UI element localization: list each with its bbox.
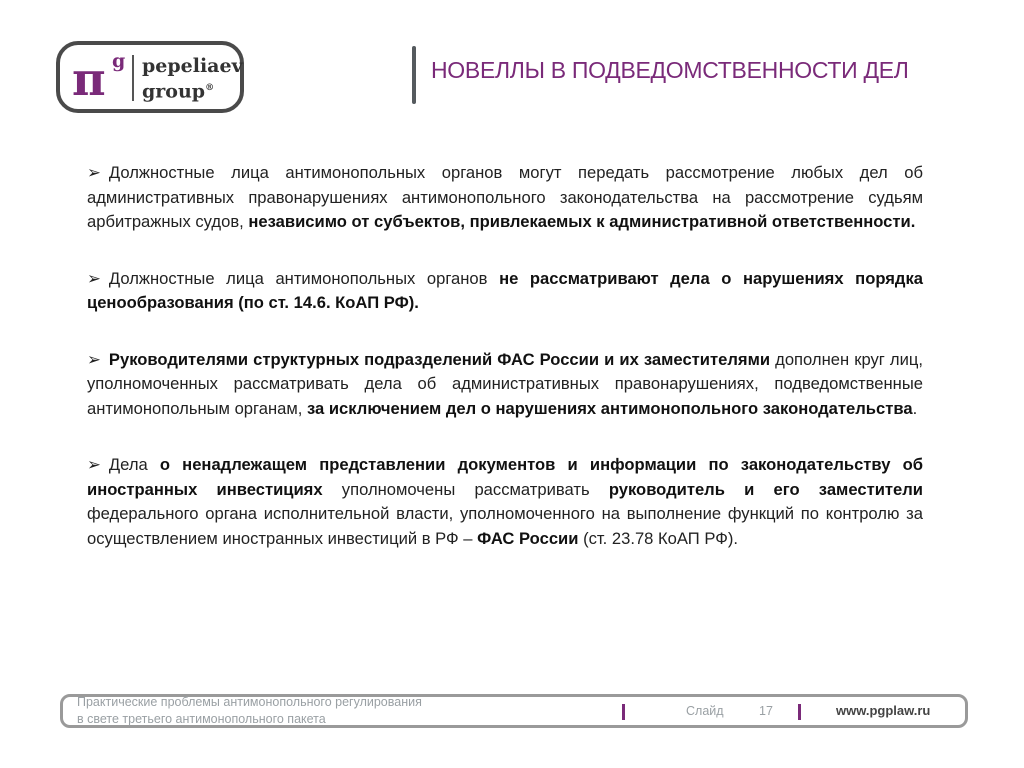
bullet-paragraph-2: [87, 267, 923, 316]
paragraph-text: федерального органа исполнительной власти, уполномоченного на выполнение функций по контролю за осуществлением иностранных инвестиций в РФ –: [87, 504, 923, 548]
arrow-bullet-icon: ➢: [87, 163, 101, 182]
bullet-paragraph-4: [87, 453, 923, 551]
footer-line-2: в свете третьего антимонопольного пакета: [77, 712, 326, 726]
paragraph-text: дополнен круг лиц, уполномоченных рассматривать дела об административных правонарушениях, подведомственные антимонопольным органам,: [87, 349, 923, 418]
paragraph-bold-text: ФАС России: [477, 528, 579, 548]
slide-content: [87, 161, 923, 583]
paragraph-bold-text: Руководителями структурных подразделений ФАС России и их заместителями: [108, 349, 771, 369]
footer-line-1: Практические проблемы антимонопольного регулирования: [77, 695, 422, 709]
paragraph-text: Дела: [108, 455, 160, 474]
paragraph-bold-text: о ненадлежащем представлении документов и информации по законодательству об иностранных инвестициях: [87, 455, 923, 499]
paragraph-text: (ст. 23.78 КоАП РФ).: [578, 528, 738, 548]
footer-marker-right: [798, 704, 801, 720]
logo-g-superscript: g: [112, 50, 126, 72]
slide-title: НОВЕЛЛЫ В ПОДВЕДОМСТВЕННОСТИ ДЕЛ: [431, 57, 909, 83]
footer-slide-number: 17: [759, 704, 773, 718]
logo-line-2: group®: [142, 80, 215, 103]
paragraph-text: Должностные лица антимонопольных органов: [108, 268, 500, 288]
footer-presentation-title: [77, 694, 422, 728]
arrow-bullet-icon: ➢: [87, 455, 101, 474]
paragraph-text: Должностные лица антимонопольных органов могут передать рассмотрение любых дел об административных правонарушениях антимонопольного законодательства на рассмотрение судьям арбитражных судов,: [87, 163, 923, 231]
paragraph-bold-text: независимо от субъектов, привлекаемых к административной ответственности.: [248, 212, 916, 231]
paragraph-text: уполномочены рассматривать: [322, 479, 609, 499]
paragraph-bold-text: не рассматривают дела о нарушениях порядка ценообразования (по ст. 14.6. КоАП РФ).: [87, 268, 923, 312]
footer-marker-left: [622, 704, 625, 720]
bullet-paragraph-3: [87, 348, 923, 422]
paragraph-bold-text: за исключением дел о нарушениях антимонопольного законодательства: [306, 398, 913, 418]
arrow-bullet-icon: ➢: [87, 268, 101, 288]
company-logo: [56, 41, 244, 113]
title-divider: [412, 46, 416, 104]
arrow-bullet-icon: ➢: [87, 349, 101, 369]
footer-website-link[interactable]: www.pgplaw.ru: [836, 703, 931, 718]
paragraph-text: .: [912, 398, 918, 418]
logo-line-1: pepeliaev: [142, 55, 243, 77]
logo-pi-symbol: π: [72, 52, 106, 106]
footer-slide-label: Слайд: [686, 704, 724, 718]
logo-wordmark: [142, 55, 243, 102]
bullet-paragraph-1: [87, 161, 923, 235]
paragraph-bold-text: руководитель и его заместители: [608, 479, 923, 499]
logo-divider: [132, 55, 134, 101]
